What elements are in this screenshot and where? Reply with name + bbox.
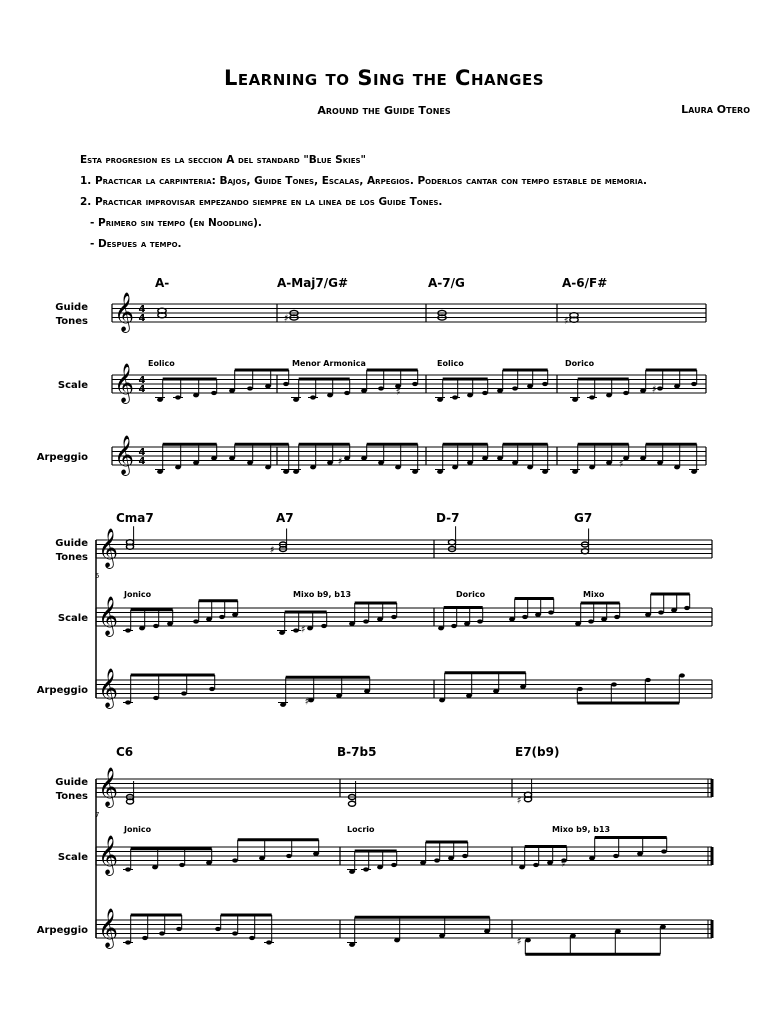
staff-label-tones: Tones — [55, 552, 88, 563]
eighth-note — [265, 465, 271, 469]
eighth-note — [527, 384, 533, 388]
eighth-note — [229, 389, 235, 393]
eighth-note — [286, 854, 292, 858]
eighth-note — [691, 382, 697, 386]
eighth-note — [601, 617, 607, 621]
eighth-note — [657, 386, 663, 390]
eighth-note — [232, 613, 238, 617]
eighth-note — [497, 389, 503, 393]
staff-label-guide: Guide — [55, 302, 88, 313]
chord-symbol: A7 — [276, 511, 294, 525]
eighth-note — [280, 703, 286, 707]
treble-clef-icon: 𝄞 — [98, 596, 119, 636]
eighth-note — [451, 624, 457, 628]
sharp-icon: ♯ — [269, 545, 275, 556]
eighth-note — [142, 936, 148, 940]
eighth-note — [674, 384, 680, 388]
chord-symbol: E7(b9) — [515, 745, 560, 759]
eighth-note — [176, 927, 182, 931]
eighth-note — [153, 696, 159, 700]
time-signature-bottom: 4 — [138, 456, 146, 467]
staff-label-arpeggio: Arpeggio — [36, 452, 88, 463]
eighth-note — [438, 626, 444, 630]
staff-label-guide: Guide — [55, 538, 88, 549]
eighth-note — [391, 615, 397, 619]
eighth-note — [577, 687, 583, 691]
author-name: Laura Otero — [681, 103, 750, 116]
eighth-note — [293, 398, 299, 402]
chord-symbol: A-7/G — [428, 276, 465, 290]
eighth-note — [434, 858, 440, 862]
measure-number: 5 — [95, 572, 100, 580]
sharp-icon: ♯ — [337, 456, 343, 468]
page-title: Learning to Sing the Changes — [223, 66, 545, 90]
instruction-line: - Despues a tempo. — [90, 238, 182, 250]
treble-clef-icon: 𝄞 — [114, 363, 135, 403]
staff-label-tones: Tones — [55, 791, 88, 802]
eighth-note — [671, 608, 677, 612]
eighth-note — [589, 856, 595, 860]
staff-label-arpeggio: Arpeggio — [36, 685, 88, 696]
eighth-note — [327, 461, 333, 465]
scale-name: Eolico — [437, 359, 464, 368]
eighth-note — [364, 689, 370, 693]
eighth-note — [522, 615, 528, 619]
eighth-note — [484, 929, 490, 933]
eighth-note — [464, 622, 470, 626]
eighth-note — [572, 398, 578, 402]
eighth-note — [219, 615, 225, 619]
eighth-note — [691, 470, 697, 474]
eighth-note — [157, 470, 163, 474]
chord-symbol: D-7 — [436, 511, 460, 525]
eighth-note — [377, 617, 383, 621]
eighth-note — [420, 861, 426, 865]
chord-symbol: G7 — [574, 511, 593, 525]
eighth-note — [232, 858, 238, 862]
measure-number: 7 — [95, 811, 100, 819]
eighth-note — [206, 617, 212, 621]
eighth-note — [572, 470, 578, 474]
time-signature-top: 4 — [138, 375, 146, 386]
eighth-note — [247, 386, 253, 390]
eighth-note — [293, 470, 299, 474]
eighth-note — [179, 863, 185, 867]
staff-label-scale: Scale — [57, 380, 88, 391]
eighth-note — [679, 673, 685, 677]
eighth-note — [645, 613, 651, 617]
eighth-note — [159, 931, 165, 935]
staff-label-guide: Guide — [55, 777, 88, 788]
eighth-note — [658, 610, 664, 614]
treble-clef-icon: 𝄞 — [98, 668, 119, 708]
eighth-note — [206, 861, 212, 865]
eighth-note — [157, 398, 163, 402]
eighth-note — [637, 852, 643, 856]
sharp-icon: ♯ — [516, 936, 522, 948]
eighth-note — [437, 470, 443, 474]
chord-symbol: A-Maj7/G# — [277, 276, 349, 290]
eighth-note — [674, 465, 680, 469]
scale-name: Locrio — [347, 825, 375, 834]
scale-name: Menor Armonica — [292, 359, 366, 368]
eighth-note — [363, 619, 369, 623]
eighth-note — [497, 456, 503, 460]
eighth-note — [575, 622, 581, 626]
eighth-note — [547, 861, 553, 865]
eighth-note — [448, 856, 454, 860]
eighth-note — [215, 927, 221, 931]
eighth-note — [139, 626, 145, 630]
eighth-note — [378, 386, 384, 390]
scale-name: Eolico — [148, 359, 175, 368]
eighth-note — [395, 465, 401, 469]
eighth-note — [211, 391, 217, 395]
treble-clef-icon: 𝄞 — [114, 435, 135, 475]
sharp-icon: ♯ — [563, 315, 569, 327]
eighth-note — [378, 461, 384, 465]
scale-name: Dorico — [456, 590, 486, 599]
scale-name: Jonico — [124, 825, 152, 834]
eighth-note — [336, 694, 342, 698]
treble-clef-icon: 𝄞 — [98, 528, 119, 568]
eighth-note — [327, 393, 333, 397]
eighth-note — [152, 865, 158, 869]
page-subtitle: Around the Guide Tones — [317, 104, 451, 117]
chord-symbol: A- — [155, 276, 170, 290]
eighth-note — [439, 934, 445, 938]
eighth-note — [623, 456, 629, 460]
instruction-line: 2. Practicar improvisar empezando siempre en la linea de los Guide Tones. — [80, 196, 443, 208]
treble-clef-icon: 𝄞 — [98, 835, 119, 875]
eighth-note — [181, 691, 187, 695]
staff-label-arpeggio: Arpeggio — [36, 925, 88, 936]
eighth-note — [344, 391, 350, 395]
eighth-note — [512, 386, 518, 390]
eighth-note — [527, 465, 533, 469]
chord-symbol: A-6/F# — [562, 276, 608, 290]
instruction-line: 1. Practicar la carpinteria: Bajos, Guide Tones, Escalas, Arpegios. Poderlos cantar con tempo estable de memoria. — [80, 175, 647, 187]
chord-symbol: B-7b5 — [337, 745, 377, 759]
eighth-note — [439, 698, 445, 702]
eighth-note — [310, 465, 316, 469]
eighth-note — [640, 389, 646, 393]
eighth-note — [229, 456, 235, 460]
treble-clef-icon: 𝄞 — [98, 908, 119, 948]
scale-name: Jonico — [124, 590, 152, 599]
sharp-icon: ♯ — [516, 795, 522, 807]
scale-name: Mixo b9, b13 — [293, 590, 352, 599]
eighth-note — [394, 938, 400, 942]
eighth-note — [482, 391, 488, 395]
eighth-note — [640, 456, 646, 460]
eighth-note — [279, 631, 285, 635]
eighth-note — [589, 465, 595, 469]
sharp-icon: ♯ — [283, 313, 289, 325]
eighth-note — [570, 934, 576, 938]
eighth-note — [193, 393, 199, 397]
eighth-note — [167, 622, 173, 626]
eighth-note — [542, 382, 548, 386]
eighth-note — [588, 619, 594, 623]
eighth-note — [344, 456, 350, 460]
eighth-note — [283, 382, 289, 386]
eighth-note — [462, 854, 468, 858]
eighth-note — [542, 470, 548, 474]
eighth-note — [613, 854, 619, 858]
eighth-note — [193, 619, 199, 623]
sharp-icon: ♯ — [304, 696, 310, 708]
eighth-note — [175, 465, 181, 469]
treble-clef-icon: 𝄞 — [98, 767, 119, 807]
eighth-note — [520, 685, 526, 689]
eighth-note — [391, 863, 397, 867]
eighth-note — [259, 856, 265, 860]
eighth-note — [477, 619, 483, 623]
chord-symbol: Cma7 — [116, 511, 154, 525]
time-signature-bottom: 4 — [138, 313, 146, 324]
eighth-note — [211, 456, 217, 460]
eighth-note — [321, 624, 327, 628]
eighth-note — [512, 461, 518, 465]
eighth-note — [247, 461, 253, 465]
chord-symbol: C6 — [116, 745, 134, 759]
eighth-note — [467, 393, 473, 397]
half-note — [348, 801, 355, 806]
eighth-note — [535, 613, 541, 617]
eighth-note — [349, 622, 355, 626]
eighth-note — [249, 936, 255, 940]
staff-label-tones: Tones — [55, 316, 88, 327]
eighth-note — [307, 626, 313, 630]
sharp-icon: ♯ — [395, 386, 401, 398]
eighth-note — [437, 398, 443, 402]
eighth-note — [452, 465, 458, 469]
eighth-note — [493, 689, 499, 693]
eighth-note — [657, 461, 663, 465]
scale-name: Mixo — [583, 590, 605, 599]
scale-name: Dorico — [565, 359, 595, 368]
sharp-icon: ♯ — [300, 624, 306, 636]
eighth-note — [533, 863, 539, 867]
eighth-note — [615, 929, 621, 933]
eighth-note — [623, 391, 629, 395]
eighth-note — [548, 610, 554, 614]
staff-label-scale: Scale — [57, 613, 88, 624]
eighth-note — [412, 470, 418, 474]
treble-clef-icon: 𝄞 — [114, 292, 135, 332]
scale-name: Mixo b9, b13 — [552, 825, 611, 834]
sharp-icon: ♯ — [560, 858, 566, 870]
staff-label-scale: Scale — [57, 852, 88, 863]
eighth-note — [606, 393, 612, 397]
eighth-note — [645, 678, 651, 682]
time-signature-top: 4 — [138, 447, 146, 458]
eighth-note — [265, 384, 271, 388]
eighth-note — [283, 470, 289, 474]
eighth-note — [466, 694, 472, 698]
eighth-note — [361, 389, 367, 393]
eighth-note — [361, 456, 367, 460]
eighth-note — [519, 865, 525, 869]
sharp-icon: ♯ — [618, 458, 624, 470]
eighth-note — [412, 382, 418, 386]
eighth-note — [661, 849, 667, 853]
eighth-note — [467, 461, 473, 465]
eighth-note — [377, 865, 383, 869]
eighth-note — [525, 938, 531, 942]
eighth-note — [153, 624, 159, 628]
eighth-note — [606, 461, 612, 465]
eighth-note — [209, 687, 215, 691]
instruction-line: - Primero sin tempo (en Noodling). — [90, 217, 262, 229]
eighth-note — [349, 870, 355, 874]
eighth-note — [660, 925, 666, 929]
eighth-note — [232, 931, 238, 935]
eighth-note — [611, 682, 617, 686]
eighth-note — [349, 943, 355, 947]
sharp-icon: ♯ — [651, 384, 657, 396]
time-signature-top: 4 — [138, 304, 146, 315]
eighth-note — [313, 852, 319, 856]
eighth-note — [509, 617, 515, 621]
eighth-note — [684, 606, 690, 610]
eighth-note — [614, 615, 620, 619]
eighth-note — [482, 456, 488, 460]
instruction-line: Esta progresion es la seccion A del standard "Blue Skies" — [80, 154, 367, 166]
eighth-note — [193, 461, 199, 465]
time-signature-bottom: 4 — [138, 384, 146, 395]
